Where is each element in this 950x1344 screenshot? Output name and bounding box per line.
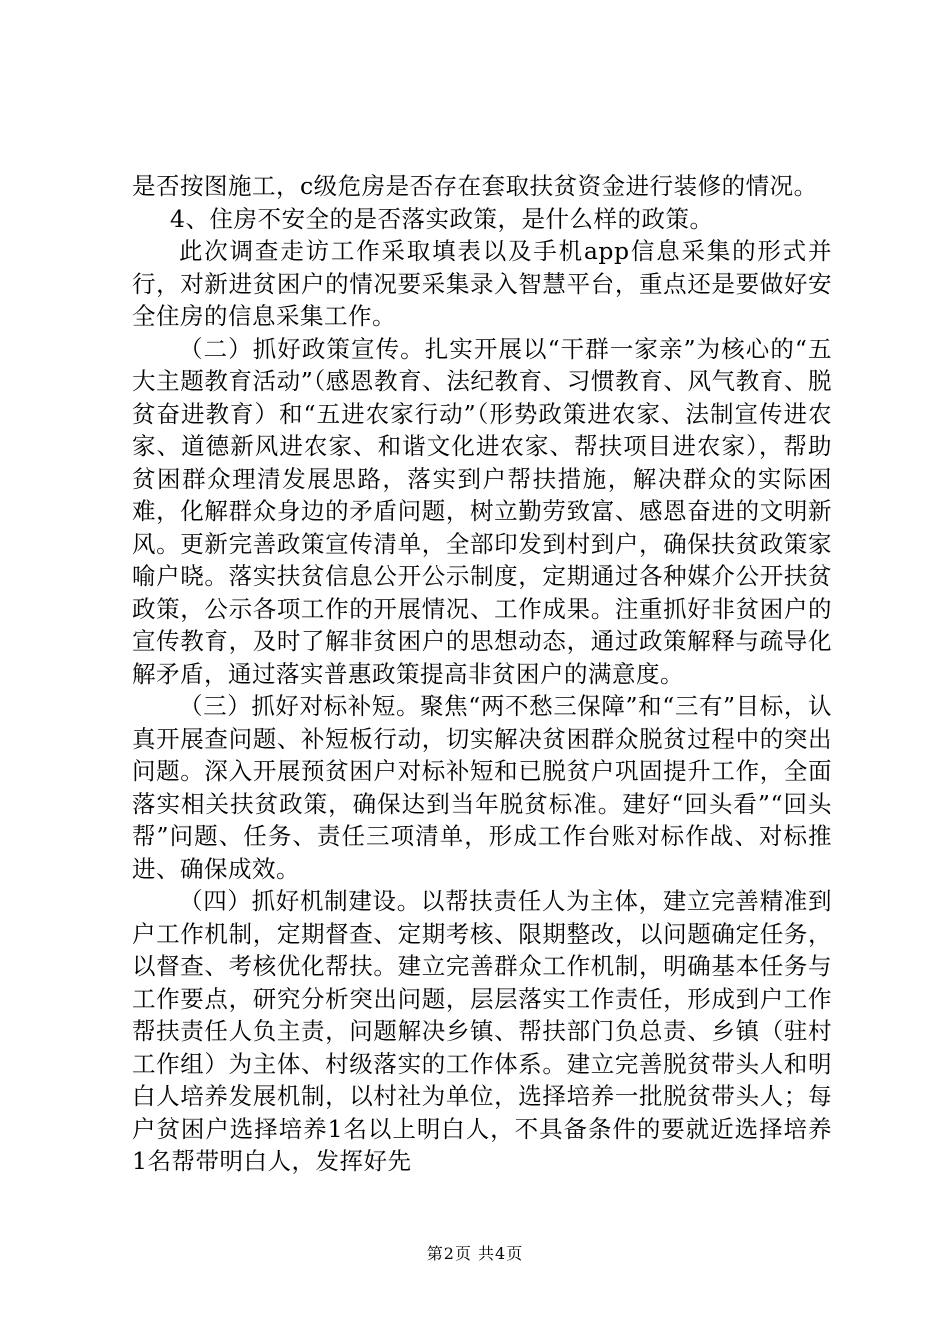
page-number-label: 第2页 共4页 [426, 1244, 524, 1263]
paragraph-continuation: 是否按图施工，c级危房是否存在套取扶贫资金进行装修的情况。 [132, 172, 818, 200]
paragraph-item-4: 4、住房不安全的是否落实政策，是什么样的政策。 [170, 204, 714, 233]
paragraph-section-2: （二）抓好政策宣传。扎实开展以“干群一家亲”为核心的“五大主题教育活动”（感恩教育、法纪教育、习惯教育、风气教育、脱贫奋进教育）和“五进农家行动”（形势政策进农家、法制宣传进农家、道德新风进农家、和谐文化进农家、帮扶项目进农家），帮助贫困群众理清发展思路，落实到户帮扶措施，解决群众的实际困难，化解群众身边的矛盾问题，树立勤劳致富、感恩奋进的文明新风。更新完善政策宣传清单，全部印发到村到户，确保扶贫政策家喻户晓。落实扶贫信息公开公示制度，定期通过各种媒介公开扶贫政策，公示各项工作的开展情况、工作成果。注重抓好非贫困户的宣传教育，及时了解非贫困户的思想动态，通过政策解释与疏导化解矛盾，通过落实普惠政策提高非贫困户的满意度。 [132, 334, 832, 688]
page-footer [0, 1244, 950, 1264]
paragraph-section-3: （三）抓好对标补短。聚焦“两不愁三保障”和“三有”目标，认真开展查问题、补短板行动，切实解决贫困群众脱贫过程中的突出问题。深入开展预贫困户对标补短和已脱贫户巩固提升工作，全面落实相关扶贫政策，确保达到当年脱贫标准。建好“回头看”“回头帮”问题、任务、责任三项清单，形成工作台账对标作战、对标推进、确保成效。 [132, 692, 832, 883]
paragraph-section-4: （四）抓好机制建设。以帮扶责任人为主体，建立完善精准到户工作机制，定期督查、定期考核、限期整改，以问题确定任务，以督查、考核优化帮扶。建立完善群众工作机制，明确基本任务与工作要点，研究分析突出问题，层层落实工作责任，形成到户工作帮扶责任人负主责，问题解决乡镇、帮扶部门负总责、乡镇（驻村工作组）为主体、村级落实的工作体系。建立完善脱贫带头人和明白人培养发展机制，以村社为单位，选择培养一批脱贫带头人；每户贫困户选择培养1名以上明白人，不具备条件的要就近选择培养1名帮带明白人，发挥好先 [132, 887, 832, 1175]
paragraph-survey: 此次调查走访工作采取填表以及手机app信息采集的形式并行，对新进贫困户的情况要采集录入智慧平台，重点还是要做好安全住房的信息采集工作。 [132, 237, 832, 330]
document-body [132, 170, 832, 1178]
